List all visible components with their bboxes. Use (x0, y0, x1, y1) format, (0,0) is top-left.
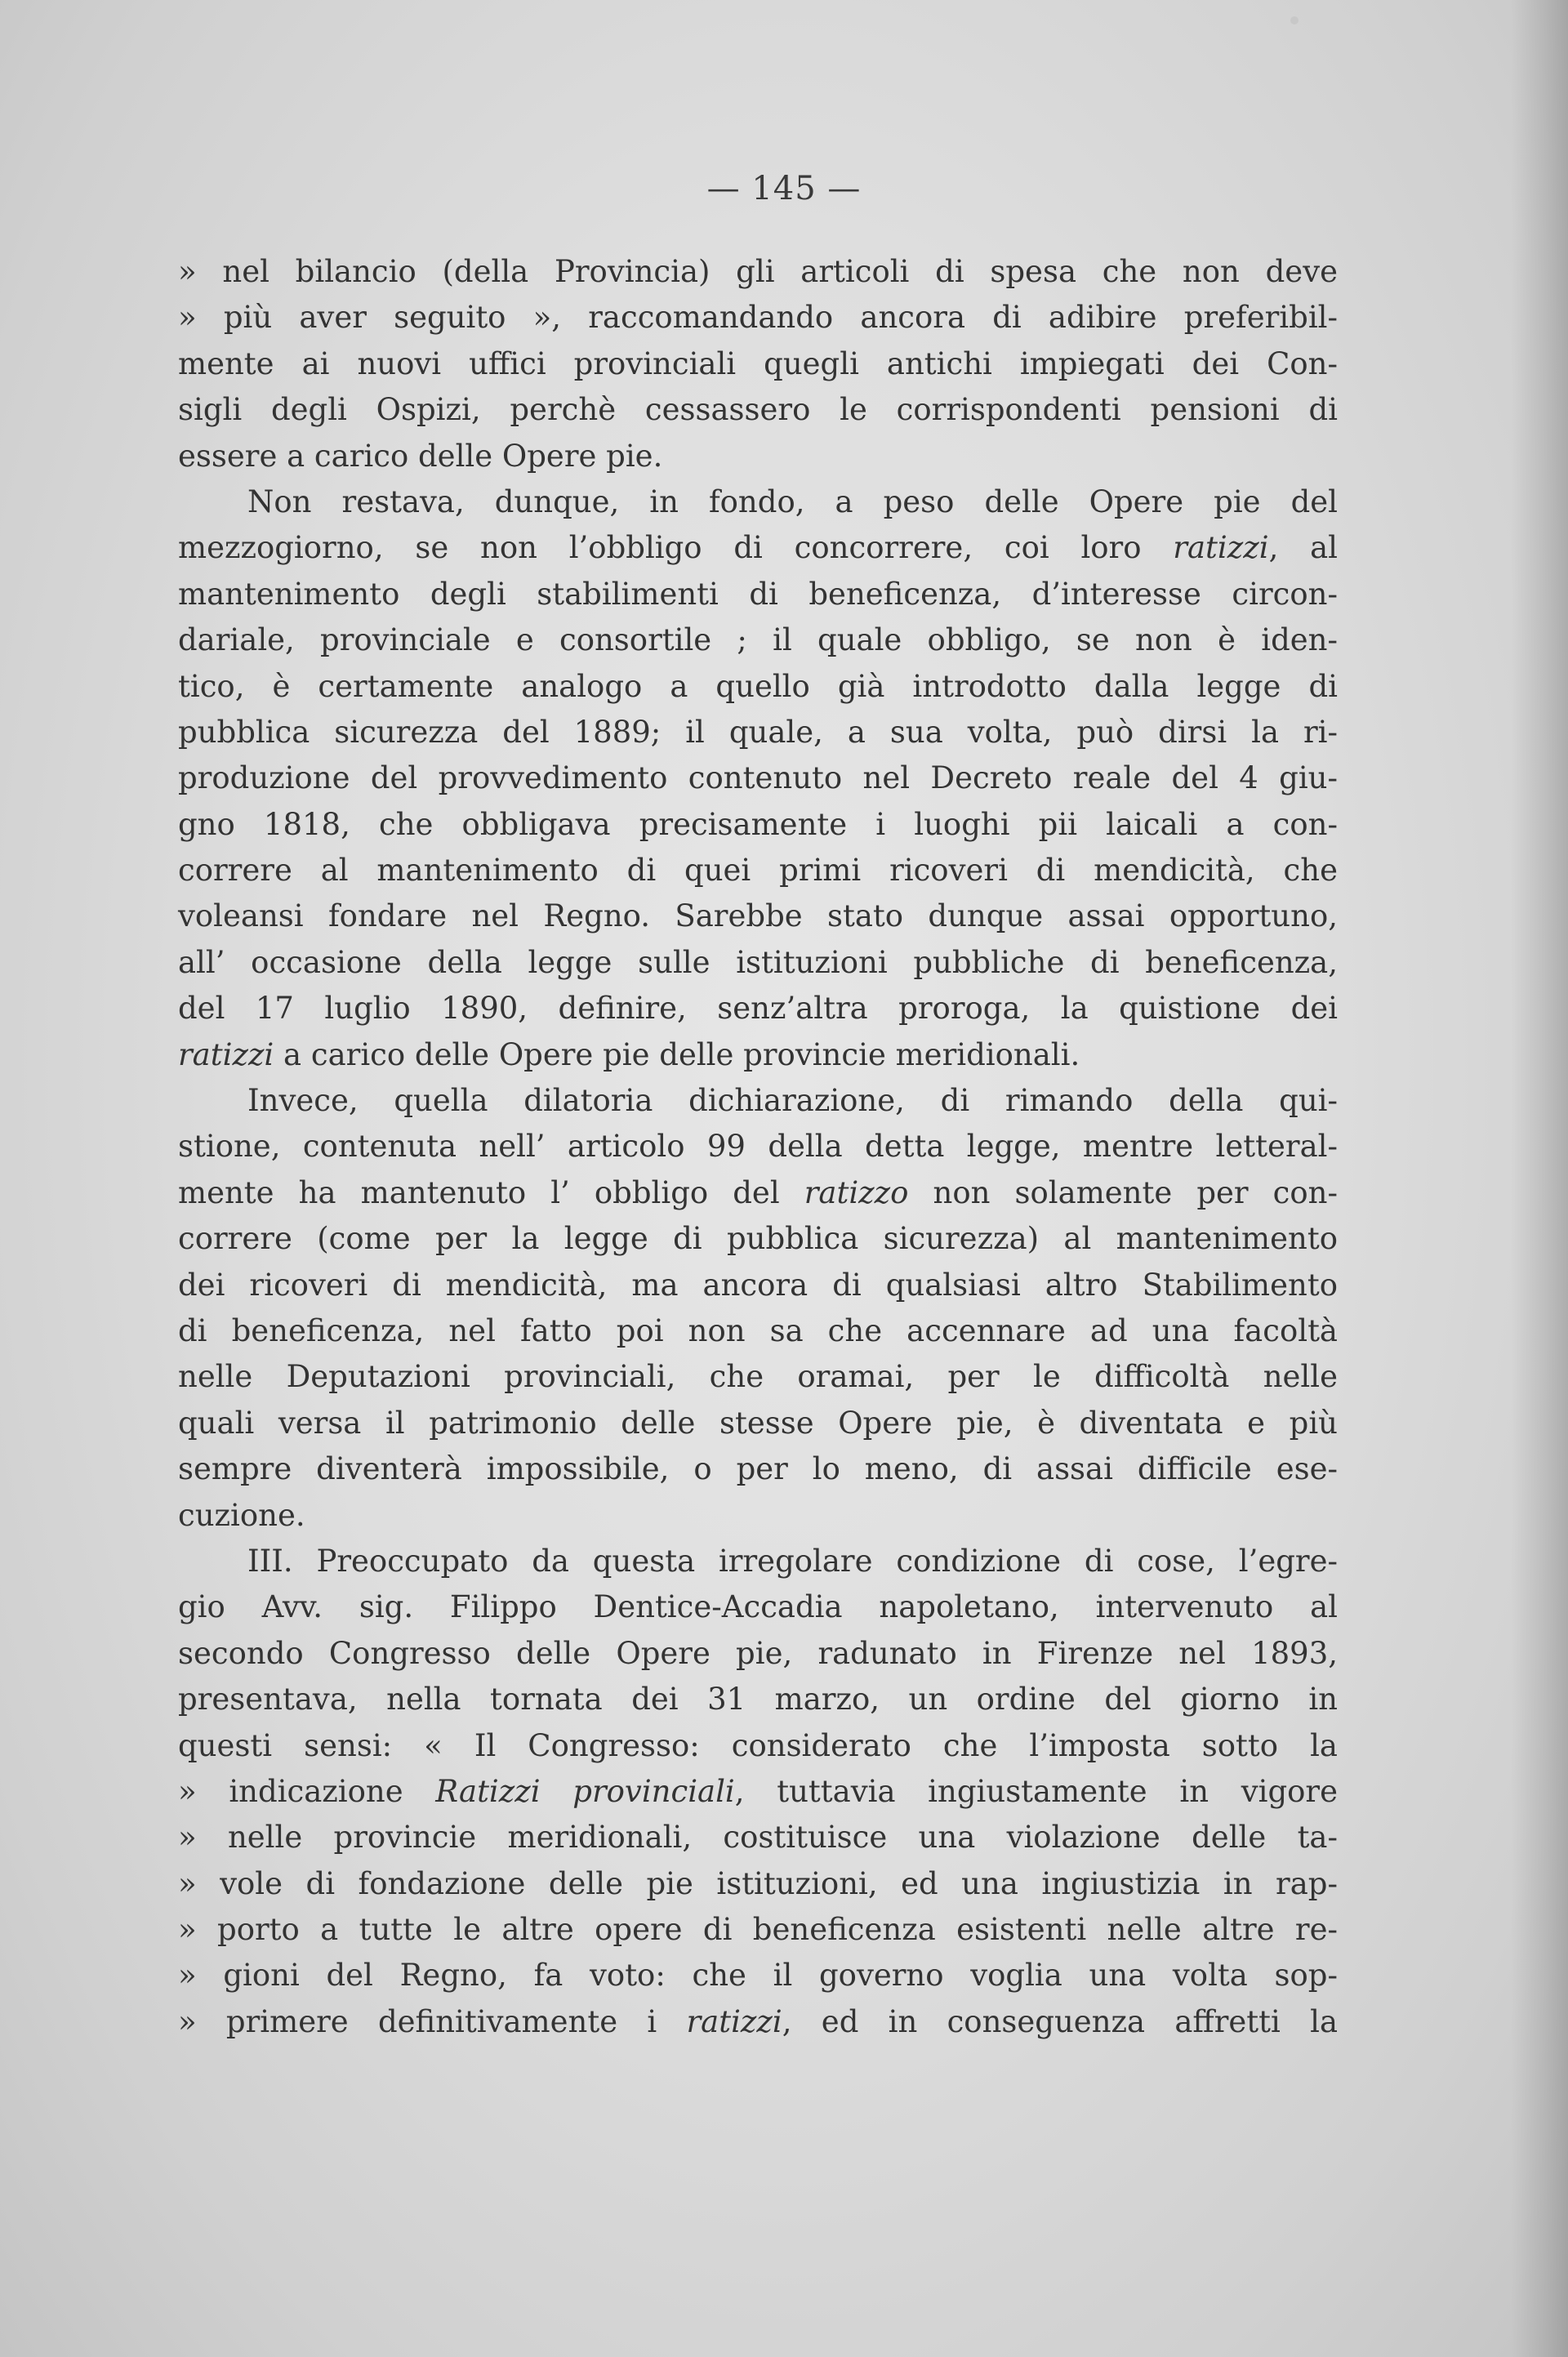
text-line: » porto a tutte le altre opere di beneficenza esistenti nelle altre re- (178, 1912, 1338, 1948)
text-line: mezzogiorno, se non l’obbligo di concorrere, coi loro ratizzi, al (178, 530, 1339, 566)
text-line: cuzione. (178, 1497, 305, 1533)
text-line: gio Avv. sig. Filippo Dentice-Accadia napoletano, intervenuto al (178, 1589, 1338, 1625)
text-line: correre (come per la legge di pubblica sicurezza) al mantenimento (178, 1221, 1338, 1257)
italic-term: ratizzi (178, 1036, 274, 1072)
text-line: » gioni del Regno, fa voto: che il governo voglia una volta sop- (178, 1958, 1338, 1994)
text-line: dariale, provinciale e consortile ; il quale obbligo, se non è iden- (178, 622, 1338, 658)
text-line: » indicazione Ratizzi provinciali, tuttavia ingiustamente in vigore (178, 1773, 1338, 1809)
italic-term: ratizzo (804, 1174, 909, 1210)
text-line: pubblica sicurezza del 1889; il quale, a sua volta, può dirsi la ri- (178, 714, 1338, 750)
text-line: produzione del provvedimento contenuto nel Decreto reale del 4 giu- (178, 760, 1338, 796)
text-line: quali versa il patrimonio delle stesse Opere pie, è diventata e più (178, 1405, 1338, 1441)
text-line: correre al mantenimento di quei primi ricoveri di mendicità, che (178, 853, 1338, 889)
text-line (178, 479, 1338, 525)
text-line: essere a carico delle Opere pie. (178, 438, 663, 474)
text-line: secondo Congresso delle Opere pie, radunato in Firenze nel 1893, (178, 1635, 1338, 1671)
text-line (178, 1078, 1338, 1124)
text-line: » più aver seguito », raccomandando ancora di adibire preferibil- (178, 300, 1338, 336)
paragraph-start: III. Preoccupato da questa irregolare condizione di cose, l’egre- (247, 1543, 1338, 1579)
text-line (178, 1539, 1338, 1584)
text-line: » nel bilancio (della Provincia) gli articoli di spesa che non deve (178, 254, 1338, 289)
italic-term: ratizzi (686, 2003, 782, 2039)
text-line: di beneficenza, nel fatto poi non sa che accennare ad una facoltà (178, 1312, 1338, 1348)
text-line: dei ricoveri di mendicità, ma ancora di qualsiasi altro Stabilimento (178, 1267, 1338, 1303)
text-line: del 17 luglio 1890, definire, senz’altra proroga, la quistione dei (178, 991, 1338, 1027)
text-line: all’ occasione della legge sulle istituzioni pubbliche di beneficenza, (178, 944, 1338, 980)
text-line: » vole di fondazione delle pie istituzioni, ed una ingiustizia in rap- (178, 1865, 1338, 1901)
text-line: » nelle provincie meridionali, costituisce una violazione delle ta- (178, 1820, 1338, 1856)
text-line: » primere definitivamente i ratizzi, ed in conseguenza affretti la (178, 2003, 1339, 2039)
text-line: voleansi fondare nel Regno. Sarebbe stato dunque assai opportuno, (178, 898, 1338, 934)
page-edge-shadow (1511, 0, 1568, 2357)
text-line: stione, contenuta nell’ articolo 99 della detta legge, mentre letteral- (178, 1129, 1338, 1165)
text-line: ratizzi a carico delle Opere pie delle provincie meridionali. (178, 1036, 1080, 1072)
body-text (178, 249, 1338, 2045)
text-line: mente ai nuovi uffici provinciali quegli antichi impiegati dei Con- (178, 345, 1338, 381)
text-line: mente ha mantenuto l’ obbligo del ratizzo non solamente per con- (178, 1174, 1339, 1210)
italic-term: Ratizzi provinciali (435, 1773, 735, 1809)
paper-speck (1290, 16, 1298, 25)
text-line: sigli degli Ospizi, perchè cessassero le corrispondenti pensioni di (178, 392, 1338, 428)
text-line: nelle Deputazioni provinciali, che oramai, per le difficoltà nelle (178, 1359, 1338, 1395)
text-line: mantenimento degli stabilimenti di beneficenza, d’interesse circon- (178, 576, 1338, 612)
text-line: sempre diventerà impossibile, o per lo meno, di assai difficile ese- (178, 1451, 1338, 1487)
page-number: — 145 — (706, 170, 862, 207)
text-line: presentava, nella tornata dei 31 marzo, un ordine del giorno in (178, 1682, 1338, 1718)
paragraph-start: Invece, quella dilatoria dichiarazione, di rimando della qui- (247, 1083, 1338, 1119)
text-line: questi sensi: « Il Congresso: considerato che l’imposta sotto la (178, 1727, 1338, 1763)
text-line: tico, è certamente analogo a quello già introdotto dalla legge di (178, 668, 1338, 704)
paragraph-start: Non restava, dunque, in fondo, a peso delle Opere pie del (247, 483, 1338, 519)
text-line: gno 1818, che obbligava precisamente i luoghi pii laicali a con- (178, 806, 1338, 842)
italic-term: ratizzi (1173, 530, 1269, 566)
